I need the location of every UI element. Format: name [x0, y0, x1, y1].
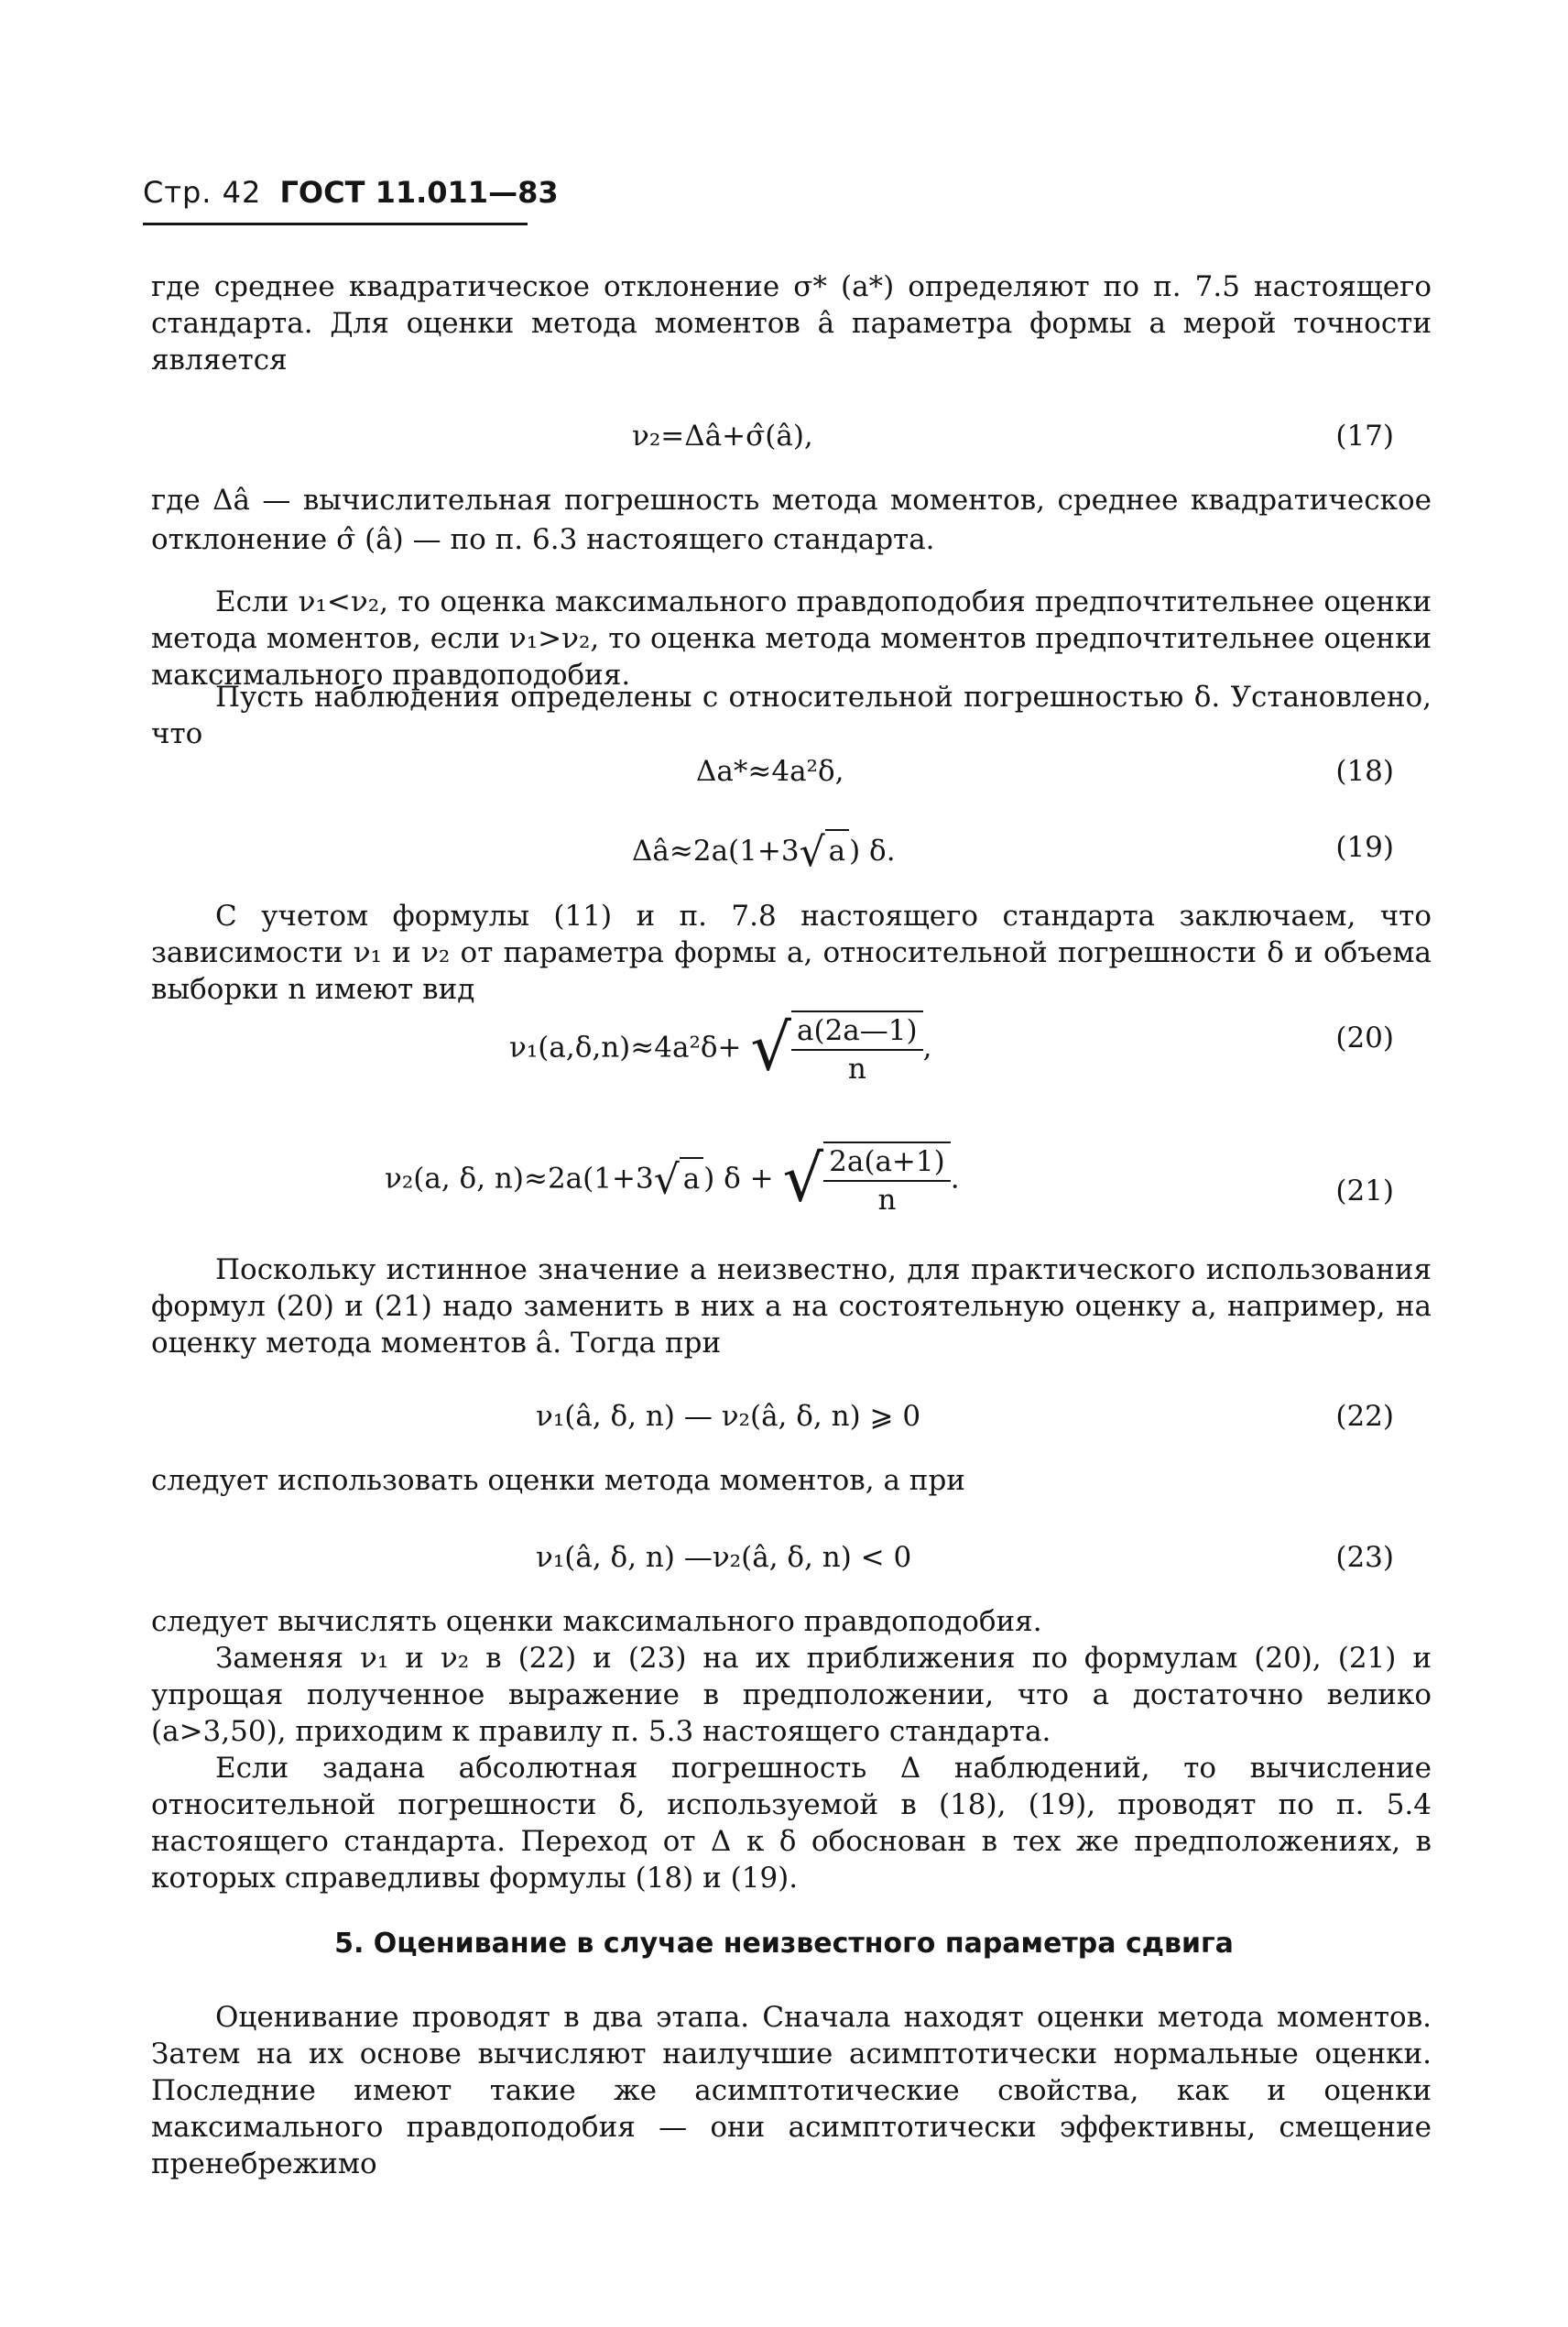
equation-20-numerator: a(2a—1): [791, 1012, 923, 1051]
paragraph-4: Пусть наблюдения определены с относительной погрешностью δ. Установлено, что: [151, 681, 1432, 750]
equation-20: [509, 1011, 931, 1087]
radical-sign-icon: √: [653, 1156, 680, 1204]
equation-17-number: (17): [1335, 420, 1394, 453]
equation-19-part-a: Δâ≈2a(1+3: [632, 835, 800, 868]
equation-23-number: (23): [1335, 1541, 1394, 1574]
equation-17: ν₂=Δâ+σ̂(â),: [632, 420, 813, 453]
paragraph-8: следует вычислять оценки максимального правдоподобия.: [151, 1605, 1042, 1638]
equation-22: ν₁(â, δ, n) — ν₂(â, δ, n) ⩾ 0: [536, 1400, 921, 1433]
section-heading: 5. Оценивание в случае неизвестного параметра сдвига: [334, 1928, 1234, 1960]
equation-18: Δa*≈4a²δ,: [696, 755, 844, 788]
equation-23: ν₁(â, δ, n) —ν₂(â, δ, n) < 0: [536, 1541, 912, 1574]
radical-sign-icon: √: [782, 1141, 824, 1217]
equation-21-lhs: ν₂(a, δ, n)≈2a(1+3: [385, 1162, 654, 1196]
paragraph-5: С учетом формулы (11) и п. 7.8 настоящего стандарта заключаем, что зависимости ν₁ и ν₂ от параметра формы a, относительной погрешности δ и объема выборки n имеют вид: [151, 900, 1432, 1006]
equation-20-number: (20): [1335, 1021, 1394, 1054]
paragraph-7: следует использовать оценки метода моментов, а при: [151, 1464, 965, 1497]
paragraph-11: Оценивание проводят в два этапа. Сначала находят оценки метода моментов. Затем на их основе вычисляют наилучшие асимптотически нормальные оценки. Последние имеют такие же асимптотические свойства, как и оценки максимального правдоподобия — они асимптотически эффективны, смещение пренебрежимо: [151, 2001, 1432, 2180]
radical-sign-icon: √: [799, 829, 825, 876]
equation-21-numerator: 2a(a+1): [823, 1143, 951, 1182]
page-header: [143, 174, 559, 211]
equation-18-number: (18): [1335, 755, 1394, 788]
equation-19-part-c: ) δ.: [849, 835, 896, 868]
paragraph-10: Если задана абсолютная погрешность Δ наблюдений, то вычисление относительной погрешности δ, используемой в (18), (19), проводят по п. 5.4 настоящего стандарта. Переход от Δ к δ обоснован в тех же предположениях, в которых справедливы формулы (18) и (19).: [151, 1752, 1432, 1895]
equation-20-lhs: ν₁(a,δ,n)≈4a²δ+: [509, 1031, 742, 1065]
paragraph-2: где Δâ — вычислительная погрешность метода моментов, среднее квадратическое отклонение σ̂ (â) — по п. 6.3 настоящего стандарта.: [151, 484, 1432, 556]
paragraph-6: Поскольку истинное значение a неизвестно, для практического использования формул (20) и (21) надо заменить в них a на состоятельную оценку a, например, на оценку метода моментов â. Тогда при: [151, 1253, 1432, 1360]
equation-22-number: (22): [1335, 1400, 1394, 1433]
paragraph-3: Если ν₁<ν₂, то оценка максимального правдоподобия предпочтительнее оценки метода моментов, если ν₁>ν₂, то оценка метода моментов предпочтительнее оценки максимального правдоподобия.: [151, 585, 1432, 692]
equation-19-radicand: a: [825, 829, 849, 869]
standard-designation: ГОСТ 11.011—83: [279, 175, 559, 210]
equation-19: [632, 829, 896, 876]
radical-sign-icon: √: [750, 1010, 791, 1086]
equation-21: [385, 1142, 960, 1218]
paragraph-1: где среднее квадратическое отклонение σ* (a*) определяют по п. 7.5 настоящего стандарта. Для оценки метода моментов â параметра формы a мерой точности является: [151, 270, 1432, 377]
equation-20-tail: ,: [922, 1031, 932, 1065]
equation-20-fraction: [791, 1011, 923, 1087]
page-label: Стр. 42: [143, 175, 262, 210]
equation-21-tail: .: [950, 1162, 960, 1196]
equation-21-number: (21): [1335, 1174, 1394, 1207]
equation-21-fraction: [823, 1142, 951, 1218]
equation-21-mid: ) δ +: [703, 1162, 774, 1196]
equation-20-denominator: n: [847, 1053, 866, 1086]
equation-21-denominator: n: [877, 1184, 897, 1217]
header-rule: [143, 223, 528, 225]
paragraph-9: Заменяя ν₁ и ν₂ в (22) и (23) на их приближения по формулам (20), (21) и упрощая полученное выражение в предположении, что a достаточно велико (a>3,50), приходим к правилу п. 5.3 настоящего стандарта.: [151, 1642, 1432, 1748]
equation-21-radicand: a: [680, 1157, 703, 1197]
equation-19-number: (19): [1335, 831, 1394, 864]
